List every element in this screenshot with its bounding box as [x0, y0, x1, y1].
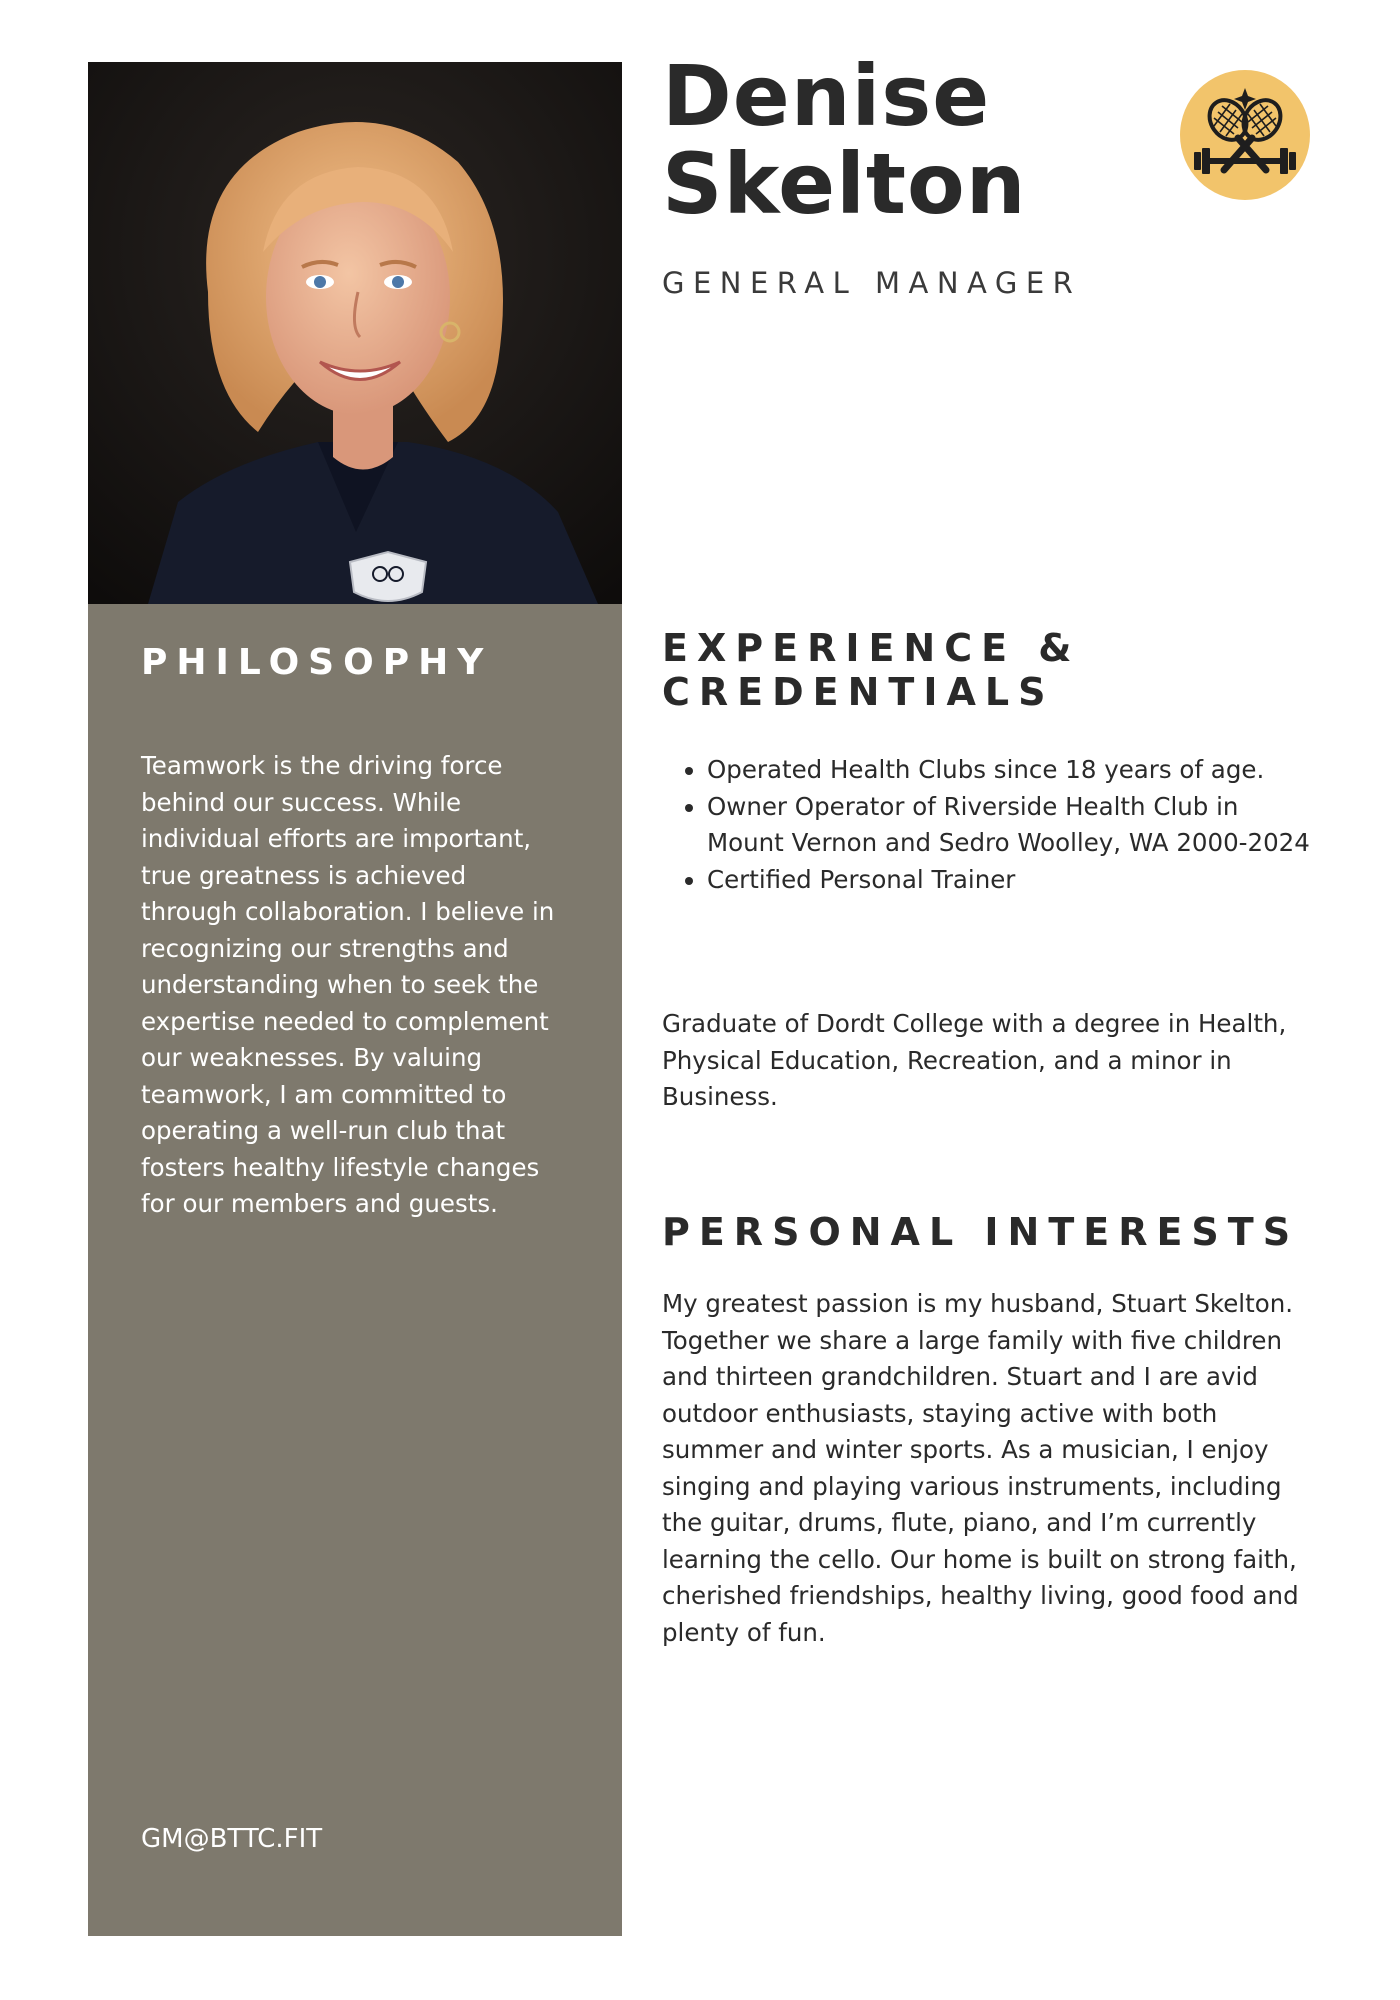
profile-photo	[88, 62, 622, 604]
interests-heading: PERSONAL INTERESTS	[662, 1210, 1300, 1254]
experience-heading-line1: EXPERIENCE &	[662, 626, 1081, 670]
list-item: • Operated Health Clubs since 18 years of age.	[707, 752, 1312, 789]
job-title: GENERAL MANAGER	[662, 266, 1082, 300]
list-item: • Owner Operator of Riverside Health Club in Mount Vernon and Sedro Woolley, WA 2000-2024	[707, 789, 1312, 862]
crossed-tennis-rackets-dumbbell-icon	[1180, 70, 1310, 200]
email-link[interactable]: GM@BTTC.FIT	[141, 1824, 323, 1854]
education-text: Graduate of Dordt College with a degree in Health, Physical Education, Recreation, and a minor in Business.	[662, 1009, 1287, 1111]
profile-name	[662, 47, 1027, 233]
experience-heading	[662, 626, 1080, 714]
sidebar-panel	[88, 62, 622, 1936]
experience-heading-line2: CREDENTIALS	[662, 670, 1055, 714]
name-last: Skelton	[662, 135, 1027, 233]
experience-list	[662, 752, 1312, 898]
interests-text: My greatest passion is my husband, Stuart Skelton. Together we share a large family with five children and thirteen grandchildren. Stuart and I are avid outdoor enthusiasts, staying active with both summer and winter sports. As a musician, I enjoy singing and playing various instruments, including the guitar, drums, flute, piano, and I’m currently learning the cello. Our home is built on strong faith, cherished friendships, healthy living, good food and plenty of fun.	[662, 1289, 1299, 1647]
philosophy-heading: PHILOSOPHY	[141, 642, 493, 683]
list-item: • Certified Personal Trainer	[707, 862, 1312, 899]
name-first: Denise	[662, 47, 991, 145]
philosophy-text: Teamwork is the driving force behind our success. While individual efforts are important, true greatness is achieved through collaboration. I believe in recognizing our strengths and understanding when to seek the expertise needed to complement our weaknesses. By valuing teamwork, I am committed to operating a well-run club that fosters healthy lifestyle changes for our members and guests.	[141, 751, 555, 1218]
